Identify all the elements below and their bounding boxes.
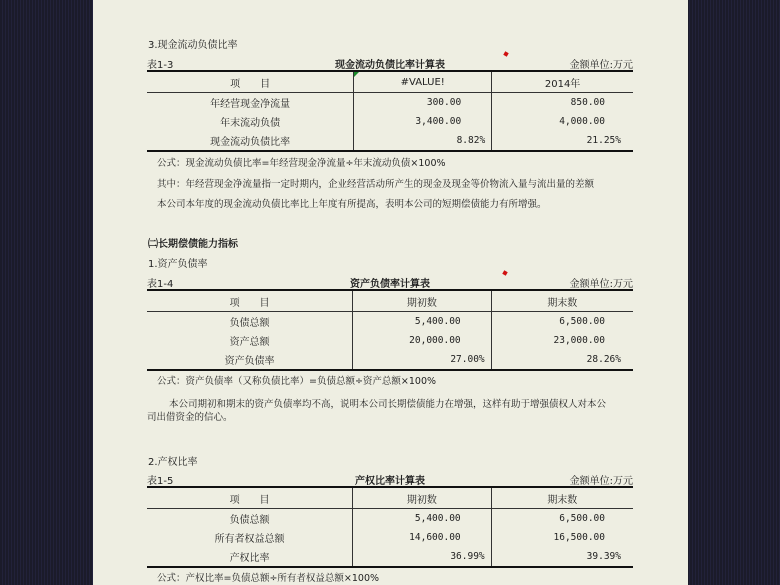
row-item: 产权比率 — [229, 553, 270, 564]
header-item: 项 目 — [147, 487, 353, 509]
row-value-2: 6,500.00 — [491, 312, 633, 332]
row-item: 现金流动负债比率 — [210, 137, 291, 148]
formula-cash-ratio: 公式：现金流动负债比率=年经营现金净流量÷年末流动负债×100% — [157, 158, 446, 169]
section-heading-long-term: ㈡长期偿债能力指标 — [148, 239, 238, 250]
row-value-2: 850.00 — [492, 93, 633, 113]
table-header-row — [147, 71, 633, 93]
row-value-2: 4,000.00 — [492, 112, 633, 131]
table-unit: 金额单位:万元 — [569, 476, 633, 487]
row-value-1: 5,400.00 — [353, 509, 492, 529]
header-col2: 期末数 — [491, 290, 633, 312]
row-value-2: 23,000.00 — [491, 331, 633, 350]
row-item: 年经营现金净流量 — [210, 99, 291, 110]
row-value-1: 3,400.00 — [354, 112, 492, 131]
row-item: 资产负债率 — [224, 356, 275, 367]
analysis-debt-ratio-line2: 司出借资金的信心。 — [147, 412, 233, 423]
table-number: 表1-5 — [147, 476, 174, 487]
header-col1 — [354, 71, 492, 93]
row-value-1: 36.99% — [353, 547, 492, 567]
row-item: 负债总额 — [229, 515, 270, 526]
header-col1: 期初数 — [353, 487, 492, 509]
row-value-1: 300.00 — [354, 93, 492, 113]
table-number: 表1-3 — [147, 60, 174, 71]
table-header-row — [147, 487, 633, 509]
row-value-1: 14,600.00 — [353, 528, 492, 547]
table-caption-1-5 — [147, 472, 633, 486]
row-value-2: 21.25% — [492, 131, 633, 151]
table-row — [147, 93, 633, 113]
table-unit: 金额单位:万元 — [569, 279, 633, 290]
row-item: 年末流动负债 — [220, 118, 281, 129]
table-equity-ratio — [147, 486, 633, 568]
section-heading-cash-ratio: 3.现金流动负债比率 — [148, 40, 238, 51]
row-value-2: 39.39% — [491, 547, 633, 567]
table-row — [147, 312, 633, 332]
table-title: 资产负债率计算表 — [350, 279, 430, 290]
table-row — [147, 528, 633, 547]
header-item: 项 目 — [147, 71, 354, 93]
analysis-debt-ratio-line1: 本公司期初和期末的资产负债率均不高，说明本公司长期偿债能力在增强，这样有助于增强债权人对本公 — [169, 399, 607, 410]
table-row — [147, 331, 633, 350]
row-value-1: 20,000.00 — [353, 331, 492, 350]
formula-debt-ratio: 公式：资产负债率（又称负债比率）=负债总额÷资产总额×100% — [157, 376, 437, 387]
table-number: 表1-4 — [147, 279, 174, 290]
header-col1-label: #VALUE! — [400, 76, 445, 88]
table-caption-1-4 — [147, 275, 633, 289]
section-heading-debt-ratio: 1.资产负债率 — [148, 259, 208, 270]
row-item: 所有者权益总额 — [214, 534, 285, 545]
table-caption-1-3 — [147, 56, 633, 70]
row-value-2: 16,500.00 — [491, 528, 633, 547]
section-heading-equity-ratio: 2.产权比率 — [148, 457, 198, 468]
formula-equity-ratio: 公式：产权比率=负债总额÷所有者权益总额×100% — [157, 573, 380, 584]
analysis-cash-ratio: 本公司本年度的现金流动负债比率比上年度有所提高，表明本公司的短期偿债能力有所增强。 — [157, 199, 547, 210]
table-unit: 金额单位:万元 — [569, 60, 633, 71]
table-row — [147, 547, 633, 567]
table-row — [147, 350, 633, 370]
row-value-1: 8.82% — [354, 131, 492, 151]
table-cash-ratio — [147, 70, 633, 152]
row-item: 资产总额 — [229, 337, 270, 348]
table-row — [147, 112, 633, 131]
document-page — [93, 0, 688, 585]
table-debt-ratio — [147, 289, 633, 371]
table-row — [147, 131, 633, 151]
header-col2: 期末数 — [491, 487, 633, 509]
table-title: 现金流动负债比率计算表 — [335, 60, 445, 71]
row-value-2: 6,500.00 — [491, 509, 633, 529]
table-title: 产权比率计算表 — [355, 476, 425, 487]
table-row — [147, 509, 633, 529]
table-header-row — [147, 290, 633, 312]
cell-indicator-icon — [354, 72, 359, 77]
row-value-1: 5,400.00 — [353, 312, 492, 332]
header-col2: 2014年 — [492, 71, 633, 93]
row-item: 负债总额 — [229, 318, 270, 329]
header-item: 项 目 — [147, 290, 353, 312]
note-cash-ratio: 其中：年经营现金净流量指一定时期内，企业经营活动所产生的现金及现金等价物流入量与流出量的差额 — [157, 179, 595, 190]
row-value-1: 27.00% — [353, 350, 492, 370]
row-value-2: 28.26% — [491, 350, 633, 370]
header-col1: 期初数 — [353, 290, 492, 312]
